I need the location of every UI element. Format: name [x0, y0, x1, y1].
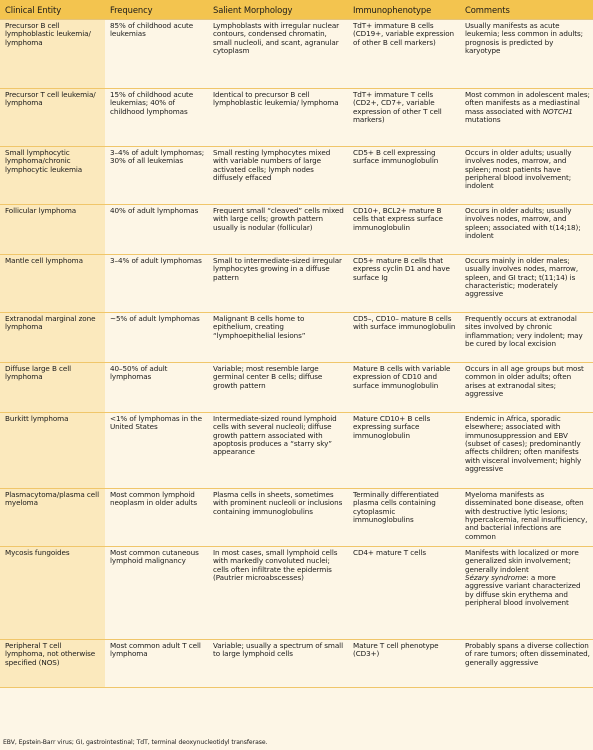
table-row	[0, 363, 593, 413]
immunophenotype-cell: CD10+, BCL2+ mature B cells that express surface immunoglobulin	[348, 205, 460, 255]
morphology-cell: Frequent small “cleaved” cells mixed with large cells; growth pattern usually is nodular (follicular)	[208, 205, 348, 255]
entity-cell: Peripheral T cell lymphoma, not otherwise specified (NOS)	[0, 640, 105, 688]
comments-cell: Endemic in Africa, sporadic elsewhere; associated with immunosuppression and EBV (subset of cases); predominantly affects children; often manifests with visceral involvement; highly aggressive	[460, 413, 593, 489]
table-row	[0, 89, 593, 147]
header-immunophenotype: Immunophenotype	[348, 0, 460, 20]
entity-cell: Extranodal marginal zone lymphoma	[0, 313, 105, 363]
frequency-cell: 15% of childhood acute leukemias; 40% of childhood lymphomas	[105, 89, 208, 147]
table-row	[0, 20, 593, 89]
morphology-cell: Small resting lymphocytes mixed with variable numbers of large activated cells; lymph nodes diffusely effaced	[208, 147, 348, 205]
entity-cell: Mycosis fungoides	[0, 547, 105, 640]
immunophenotype-cell: Mature B cells with variable expression of CD10 and surface immunoglobulin	[348, 363, 460, 413]
comments-cell: Occurs mainly in older males; usually involves nodes, marrow, spleen, and GI tract; t(11;14) is characteristic; moderately aggressive	[460, 255, 593, 313]
header-comments: Comments	[460, 0, 593, 20]
immunophenotype-cell: CD4+ mature T cells	[348, 547, 460, 640]
table-row	[0, 255, 593, 313]
comments-text: Manifests with localized or more generalized skin involvement; generally indolent	[465, 548, 579, 574]
frequency-cell: 3–4% of adult lymphomas	[105, 255, 208, 313]
immunophenotype-cell: CD5+ B cell expressing surface immunoglobulin	[348, 147, 460, 205]
header-clinical-entity: Clinical Entity	[0, 0, 105, 20]
table-row	[0, 489, 593, 547]
frequency-cell: 3–4% of adult lymphomas; 30% of all leukemias	[105, 147, 208, 205]
table-row	[0, 313, 593, 363]
table-row	[0, 413, 593, 489]
immunophenotype-cell: TdT+ immature T cells (CD2+, CD7+, variable expression of other T cell markers)	[348, 89, 460, 147]
comments-cell: Frequently occurs at extranodal sites involved by chronic inflammation; very indolent; may be cured by local excision	[460, 313, 593, 363]
morphology-cell: In most cases, small lymphoid cells with markedly convoluted nuclei; cells often infiltrate the epidermis (Pautrier microabscesses)	[208, 547, 348, 640]
table-row	[0, 147, 593, 205]
frequency-cell: Most common lymphoid neoplasm in older adults	[105, 489, 208, 547]
immunophenotype-cell: CD5+ mature B cells that express cyclin D1 and have surface Ig	[348, 255, 460, 313]
immunophenotype-cell: Terminally differentiated plasma cells containing cytoplasmic immunoglobulins	[348, 489, 460, 547]
immunophenotype-cell: Mature T cell phenotype (CD3+)	[348, 640, 460, 688]
morphology-cell: Identical to precursor B cell lymphoblastic leukemia/ lymphoma	[208, 89, 348, 147]
comments-cell	[460, 547, 593, 640]
morphology-cell: Lymphoblasts with irregular nuclear contours, condensed chromatin, small nucleoli, and scant, agranular cytoplasm	[208, 20, 348, 89]
entity-cell: Follicular lymphoma	[0, 205, 105, 255]
variant-name: Sézary syndrome	[465, 573, 527, 583]
gene-name: NOTCH1	[542, 106, 573, 116]
morphology-cell: Small to intermediate-sized irregular lymphocytes growing in a diffuse pattern	[208, 255, 348, 313]
frequency-cell: 85% of childhood acute leukemias	[105, 20, 208, 89]
entity-cell: Small lymphocytic lymphoma/chronic lymphocytic leukemia	[0, 147, 105, 205]
comments-text: : a more aggressive variant characterized by diffuse skin erythema and peripheral blood involvement	[465, 573, 581, 608]
immunophenotype-cell: Mature CD10+ B cells expressing surface immunoglobulin	[348, 413, 460, 489]
table-footnote: EBV, Epstein-Barr virus; GI, gastrointestinal; TdT, terminal deoxynucleotidyl transferase.	[3, 739, 268, 746]
entity-cell: Precursor B cell lymphoblastic leukemia/ lymphoma	[0, 20, 105, 89]
comments-text: Most common in adolescent males; often manifests as a mediastinal mass associated with	[465, 90, 590, 116]
morphology-cell: Variable; most resemble large germinal center B cells; diffuse growth pattern	[208, 363, 348, 413]
morphology-cell: Plasma cells in sheets, sometimes with prominent nucleoli or inclusions containing immunoglobulins	[208, 489, 348, 547]
morphology-cell: Malignant B cells home to epithelium, creating “lymphoepithelial lesions”	[208, 313, 348, 363]
entity-cell: Burkitt lymphoma	[0, 413, 105, 489]
table-row	[0, 205, 593, 255]
immunophenotype-cell: CD5–, CD10– mature B cells with surface immunoglobulin	[348, 313, 460, 363]
comments-cell: Occurs in all age groups but most common in older adults; often arises at extranodal sites; aggressive	[460, 363, 593, 413]
frequency-cell: <1% of lymphomas in the United States	[105, 413, 208, 489]
entity-cell: Plasmacytoma/plasma cell myeloma	[0, 489, 105, 547]
frequency-cell: Most common cutaneous lymphoid malignancy	[105, 547, 208, 640]
comments-cell: Myeloma manifests as disseminated bone disease, often with destructive lytic lesions; hypercalcemia, renal insufficiency, and bacterial infections are common	[460, 489, 593, 547]
comments-cell	[460, 89, 593, 147]
table-row	[0, 547, 593, 640]
frequency-cell: 40–50% of adult lymphomas	[105, 363, 208, 413]
morphology-cell: Variable; usually a spectrum of small to large lymphoid cells	[208, 640, 348, 688]
comments-cell: Usually manifests as acute leukemia; less common in adults; prognosis is predicted by karyotype	[460, 20, 593, 89]
header-row	[0, 0, 593, 20]
comments-cell: Occurs in older adults; usually involves nodes, marrow, and spleen; associated with t(14;18); indolent	[460, 205, 593, 255]
entity-cell: Precursor T cell leukemia/ lymphoma	[0, 89, 105, 147]
header-salient-morphology: Salient Morphology	[208, 0, 348, 20]
frequency-cell: 40% of adult lymphomas	[105, 205, 208, 255]
morphology-cell: Intermediate-sized round lymphoid cells with several nucleoli; diffuse growth pattern associated with apoptosis produces a “starry sky” appearance	[208, 413, 348, 489]
table-row	[0, 640, 593, 688]
header-frequency: Frequency	[105, 0, 208, 20]
comments-text: mutations	[465, 115, 501, 125]
immunophenotype-cell: TdT+ immature B cells (CD19+, variable expression of other B cell markers)	[348, 20, 460, 89]
entity-cell: Diffuse large B cell lymphoma	[0, 363, 105, 413]
comments-cell: Probably spans a diverse collection of rare tumors; often disseminated, generally aggressive	[460, 640, 593, 688]
entity-cell: Mantle cell lymphoma	[0, 255, 105, 313]
frequency-cell: Most common adult T cell lymphoma	[105, 640, 208, 688]
frequency-cell: ~5% of adult lymphomas	[105, 313, 208, 363]
comments-cell: Occurs in older adults; usually involves nodes, marrow, and spleen; most patients have peripheral blood involvement; indolent	[460, 147, 593, 205]
